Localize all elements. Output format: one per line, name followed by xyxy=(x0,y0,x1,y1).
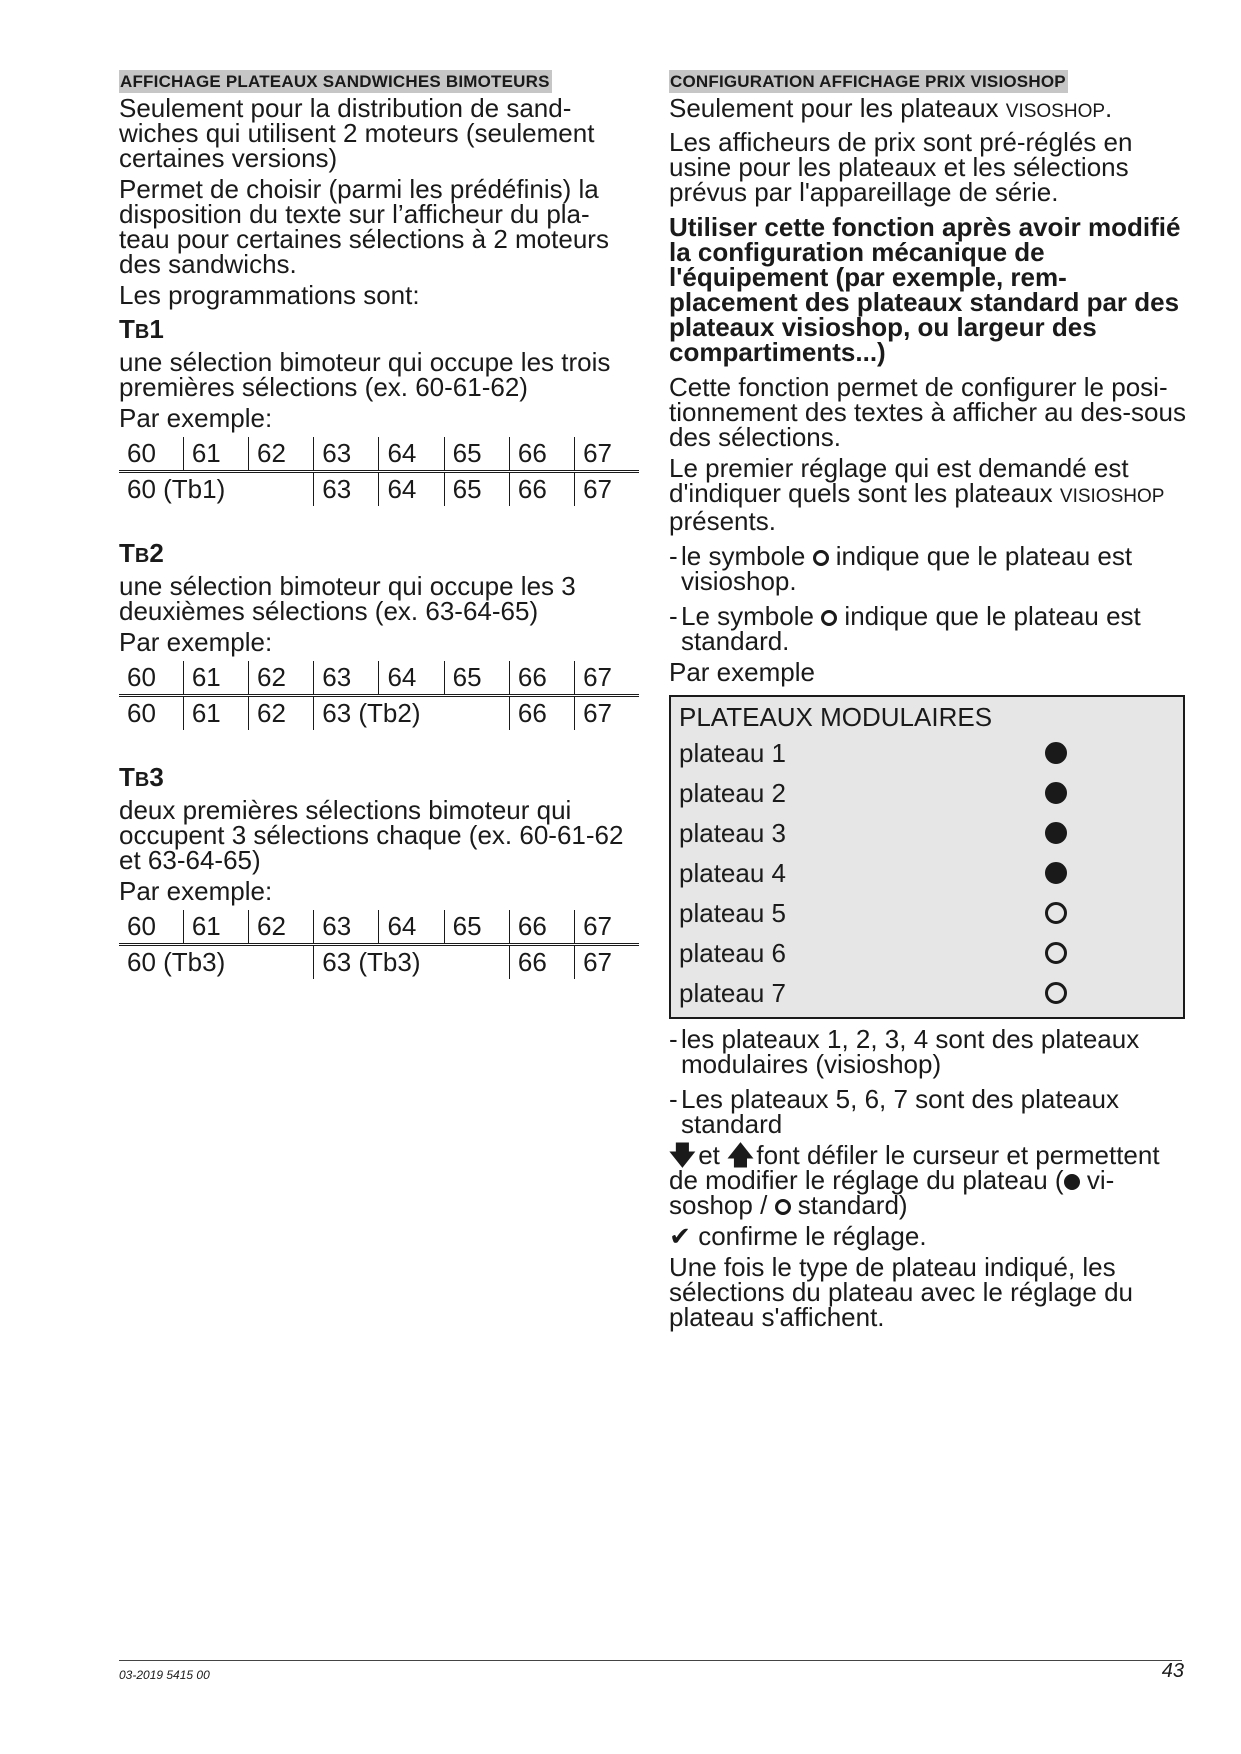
empty-circle-icon xyxy=(821,610,837,626)
left-column xyxy=(119,70,639,989)
panel-row-plateau-5[interactable]: plateau 5 xyxy=(679,893,1183,933)
table-cell: 62 xyxy=(249,696,314,731)
navigation-paragraph: 🡇 et 🡅 font défiler le curseur et permettent de modifier le réglage du plateau ( vi-soshop / standard) xyxy=(669,1140,1160,1220)
tb3-description: deux premières sélections bimoteur qui occupent 3 sélections chaque (ex. 60-61-62 et 63-64-65) xyxy=(119,795,624,875)
table-cell: 67 xyxy=(575,696,639,731)
table-cell: 62 xyxy=(249,910,314,945)
filled-circle-icon xyxy=(1045,862,1067,884)
table-cell: 63 (Tb2) xyxy=(314,696,510,731)
bullet-modulaires: - les plateaux 1, 2, 3, 4 sont des plateaux modulaires (visioshop) xyxy=(669,1024,1140,1079)
panel-row-plateau-4[interactable]: plateau 4 xyxy=(679,853,1183,893)
empty-circle-icon xyxy=(1045,902,1067,924)
table-cell: 61 xyxy=(183,910,248,945)
table-cell: 60 (Tb3) xyxy=(127,947,226,977)
first-setting-paragraph: Le premier réglage qui est demandé est d'indiquer quels sont les plateaux VISIOSHOP présents. xyxy=(669,453,1165,536)
empty-circle-icon xyxy=(1045,942,1067,964)
table-cell: 64 xyxy=(379,472,444,507)
plateaux-modulaires-panel xyxy=(669,695,1185,1019)
right-column xyxy=(669,70,1191,1336)
tb1-title: TB1 xyxy=(119,314,164,344)
panel-row-plateau-7[interactable]: plateau 7 xyxy=(679,973,1183,1013)
table-cell: 67 xyxy=(575,945,639,980)
panel-row-plateau-2[interactable]: plateau 2 xyxy=(679,773,1183,813)
table-cell: 65 xyxy=(444,437,509,472)
visioshop-intro: Seulement pour les plateaux VISOSHOP. xyxy=(669,93,1113,123)
table-cell: 60 xyxy=(119,437,183,472)
empty-circle-icon xyxy=(775,1199,791,1215)
arrow-down-icon: 🡇 xyxy=(669,1140,696,1170)
table-cell: 65 xyxy=(444,661,509,696)
table-cell: 66 xyxy=(509,437,574,472)
tb3-title: TB3 xyxy=(119,762,164,792)
table-cell: 67 xyxy=(575,437,639,472)
empty-circle-icon xyxy=(1045,982,1067,1004)
intro-paragraph-1: Seulement pour la distribution de sand-wiches qui utilisent 2 moteurs (seulement certaines versions) xyxy=(119,93,595,173)
check-icon: ✔ xyxy=(669,1221,691,1251)
table-cell: 60 xyxy=(127,698,156,728)
confirm-paragraph: ✔ confirme le réglage. xyxy=(669,1221,927,1251)
panel-example-label: Par exemple xyxy=(669,657,815,687)
empty-circle-icon xyxy=(813,550,829,566)
footer-divider xyxy=(119,1660,1182,1661)
table-cell: 64 xyxy=(379,910,444,945)
table-cell: 61 xyxy=(183,696,248,731)
filled-circle-icon xyxy=(1045,822,1067,844)
final-paragraph: Une fois le type de plateau indiqué, les sélections du plateau avec le réglage du plateau s'affichent. xyxy=(669,1252,1133,1332)
table-cell: 63 (Tb3) xyxy=(314,945,510,980)
table-cell: 67 xyxy=(575,910,639,945)
bullet-standard: - Les plateaux 5, 6, 7 sont des plateaux standard xyxy=(669,1084,1119,1139)
panel-row-plateau-3[interactable]: plateau 3 xyxy=(679,813,1183,853)
tb3-example-label: Par exemple: xyxy=(119,876,273,906)
tb1-example-label: Par exemple: xyxy=(119,403,273,433)
table-cell: 66 xyxy=(509,696,574,731)
tb3-table xyxy=(119,910,639,979)
filled-circle-icon xyxy=(1045,742,1067,764)
function-paragraph: Cette fonction permet de configurer le posi-tionnement des textes à afficher au des-sous des sélections. xyxy=(669,372,1186,452)
table-cell: 63 xyxy=(314,437,379,472)
preset-paragraph: Les afficheurs de prix sont pré-réglés en usine pour les plateaux et les sélections prévus par l'appareillage de série. xyxy=(669,127,1133,207)
tb1-description: une sélection bimoteur qui occupe les trois premières sélections (ex. 60-61-62) xyxy=(119,347,611,402)
bullet-visioshop-symbol: - le symbole indique que le plateau est visioshop. xyxy=(669,541,1133,596)
page-number: 43 xyxy=(1161,1660,1184,1682)
warning-paragraph: Utiliser cette fonction après avoir modifié la configuration mécanique de l'équipement (par exemple, rem-placement des plateaux standard par des plateaux visioshop, ou largeur des compartiments...) xyxy=(669,212,1181,367)
panel-row-plateau-6[interactable]: plateau 6 xyxy=(679,933,1183,973)
table-cell: 62 xyxy=(249,661,314,696)
table-cell: 67 xyxy=(575,661,639,696)
section-header-bimoteurs: AFFICHAGE PLATEAUX SANDWICHES BIMOTEURS xyxy=(120,72,550,91)
tb2-table xyxy=(119,661,639,730)
table-cell: 66 xyxy=(509,472,574,507)
table-cell: 61 xyxy=(183,661,248,696)
table-cell: 60 (Tb1) xyxy=(127,474,226,504)
table-cell: 65 xyxy=(444,910,509,945)
table-cell: 63 xyxy=(314,661,379,696)
panel-row-plateau-1[interactable]: plateau 1 xyxy=(679,733,1183,773)
tb2-example-label: Par exemple: xyxy=(119,627,273,657)
table-cell: 61 xyxy=(183,437,248,472)
tb2-description: une sélection bimoteur qui occupe les 3 deuxièmes sélections (ex. 63-64-65) xyxy=(119,571,576,626)
arrow-up-icon: 🡅 xyxy=(727,1140,754,1170)
intro-paragraph-3: Les programmations sont: xyxy=(119,280,420,310)
filled-circle-icon xyxy=(1064,1174,1080,1190)
bullet-standard-symbol: - Le symbole indique que le plateau est standard. xyxy=(669,601,1141,656)
table-cell: 60 xyxy=(119,910,183,945)
table-cell: 63 xyxy=(314,910,379,945)
table-cell: 64 xyxy=(379,661,444,696)
table-cell: 66 xyxy=(509,945,574,980)
intro-paragraph-2: Permet de choisir (parmi les prédéfinis) la disposition du texte sur l’afficheur du pla-teau pour certaines sélections à 2 moteurs des sandwichs. xyxy=(119,174,609,279)
table-cell: 63 xyxy=(314,472,379,507)
table-cell: 62 xyxy=(249,437,314,472)
tb1-table xyxy=(119,437,639,506)
panel-title: PLATEAUX MODULAIRES xyxy=(679,702,993,732)
table-cell: 60 xyxy=(119,661,183,696)
table-cell: 66 xyxy=(509,661,574,696)
table-cell: 65 xyxy=(444,472,509,507)
filled-circle-icon xyxy=(1045,782,1067,804)
table-cell: 66 xyxy=(509,910,574,945)
tb2-title: TB2 xyxy=(119,538,164,568)
table-cell: 67 xyxy=(575,472,639,507)
document-code: 03-2019 5415 00 xyxy=(119,1668,210,1682)
table-cell: 64 xyxy=(379,437,444,472)
section-header-visioshop: CONFIGURATION AFFICHAGE PRIX VISIOSHOP xyxy=(670,72,1066,91)
